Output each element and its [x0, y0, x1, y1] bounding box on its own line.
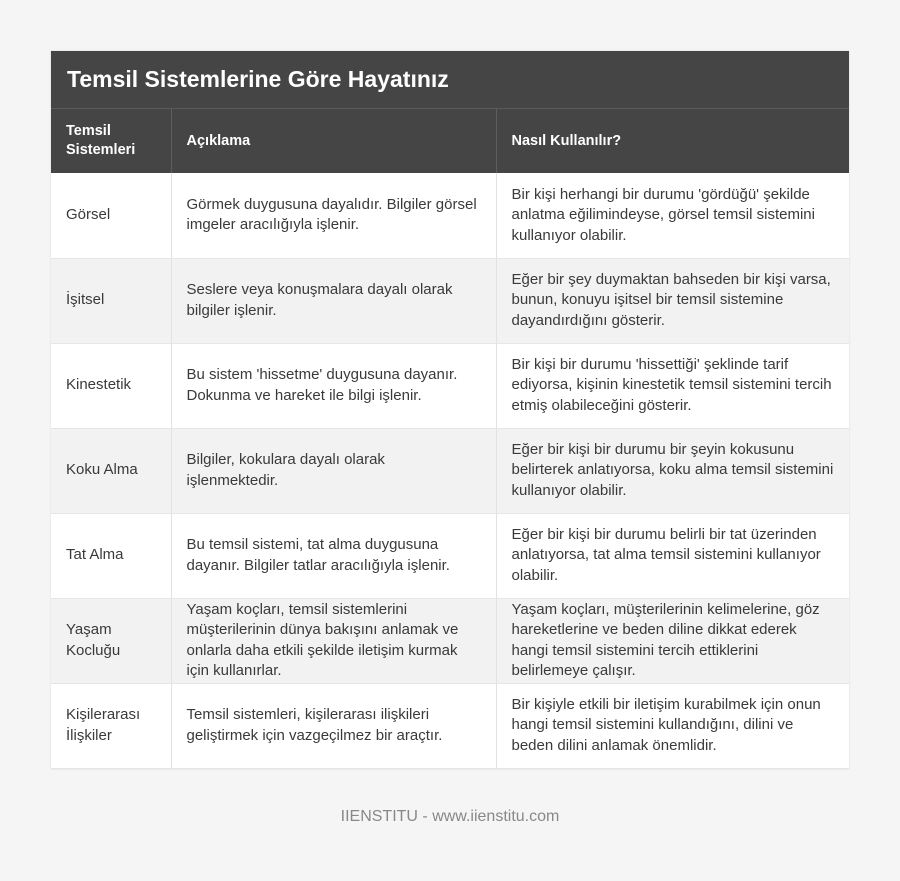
- cell-system: Görsel: [51, 173, 171, 258]
- table-row: [51, 598, 849, 683]
- column-header-system: Temsil Sistemleri: [51, 109, 171, 173]
- cell-description: Bu sistem 'hissetme' duygusuna dayanır. Dokunma ve hareket ile bilgi işlenir.: [171, 343, 496, 428]
- cell-system: Yaşam Kocluğu: [51, 598, 171, 683]
- cell-system: Kişilerarası İlişkiler: [51, 683, 171, 768]
- table-row: [51, 258, 849, 343]
- cell-description: Temsil sistemleri, kişilerarası ilişkileri geliştirmek için vazgeçilmez bir araçtır.: [171, 683, 496, 768]
- cell-usage: Yaşam koçları, müşterilerinin kelimelerine, göz hareketlerine ve beden diline dikkat ederek hangi temsil sistemini tercih ettiklerini belirlemeye çalışır.: [496, 598, 849, 683]
- representation-systems-table: [51, 109, 849, 769]
- table-row: [51, 513, 849, 598]
- table-row: [51, 428, 849, 513]
- header-row: [51, 109, 849, 173]
- cell-usage: Eğer bir kişi bir durumu bir şeyin kokusunu belirterek anlatıyorsa, koku alma temsil sistemini kullanıyor olabilir.: [496, 428, 849, 513]
- column-header-description: Açıklama: [171, 109, 496, 173]
- table-title: Temsil Sistemlerine Göre Hayatınız: [51, 51, 849, 109]
- cell-usage: Bir kişi bir durumu 'hissettiği' şeklinde tarif ediyorsa, kişinin kinestetik temsil sistemini tercih etmiş olabileceğini gösterir.: [496, 343, 849, 428]
- cell-description: Bilgiler, kokulara dayalı olarak işlenmektedir.: [171, 428, 496, 513]
- cell-description: Seslere veya konuşmalara dayalı olarak bilgiler işlenir.: [171, 258, 496, 343]
- table-row: [51, 173, 849, 258]
- table-row: [51, 683, 849, 768]
- cell-description: Görmek duygusuna dayalıdır. Bilgiler görsel imgeler aracılığıyla işlenir.: [171, 173, 496, 258]
- cell-description: Yaşam koçları, temsil sistemlerini müşterilerinin dünya bakışını anlamak ve onlarla daha etkili şekilde iletişim kurmak için kullanırlar.: [171, 598, 496, 683]
- cell-system: Tat Alma: [51, 513, 171, 598]
- cell-usage: Bir kişi herhangi bir durumu 'gördüğü' şekilde anlatma eğilimindeyse, görsel temsil sistemini kullanıyor olabilir.: [496, 173, 849, 258]
- cell-usage: Eğer bir kişi bir durumu belirli bir tat üzerinden anlatıyorsa, tat alma temsil sistemini kullanıyor olabilir.: [496, 513, 849, 598]
- cell-system: Koku Alma: [51, 428, 171, 513]
- cell-usage: Eğer bir şey duymaktan bahseden bir kişi varsa, bunun, konuyu işitsel bir temsil sistemine dayandırdığını gösterir.: [496, 258, 849, 343]
- table-card: [51, 51, 849, 769]
- table-row: [51, 343, 849, 428]
- column-header-usage: Nasıl Kullanılır?: [496, 109, 849, 173]
- cell-usage: Bir kişiyle etkili bir iletişim kurabilmek için onun hangi temsil sistemini kullandığını, dilini ve beden dilini anlamak önemlidir.: [496, 683, 849, 768]
- cell-system: İşitsel: [51, 258, 171, 343]
- footer-credit: IIENSTITU - www.iienstitu.com: [340, 808, 560, 825]
- cell-system: Kinestetik: [51, 343, 171, 428]
- cell-description: Bu temsil sistemi, tat alma duygusuna dayanır. Bilgiler tatlar aracılığıyla işlenir.: [171, 513, 496, 598]
